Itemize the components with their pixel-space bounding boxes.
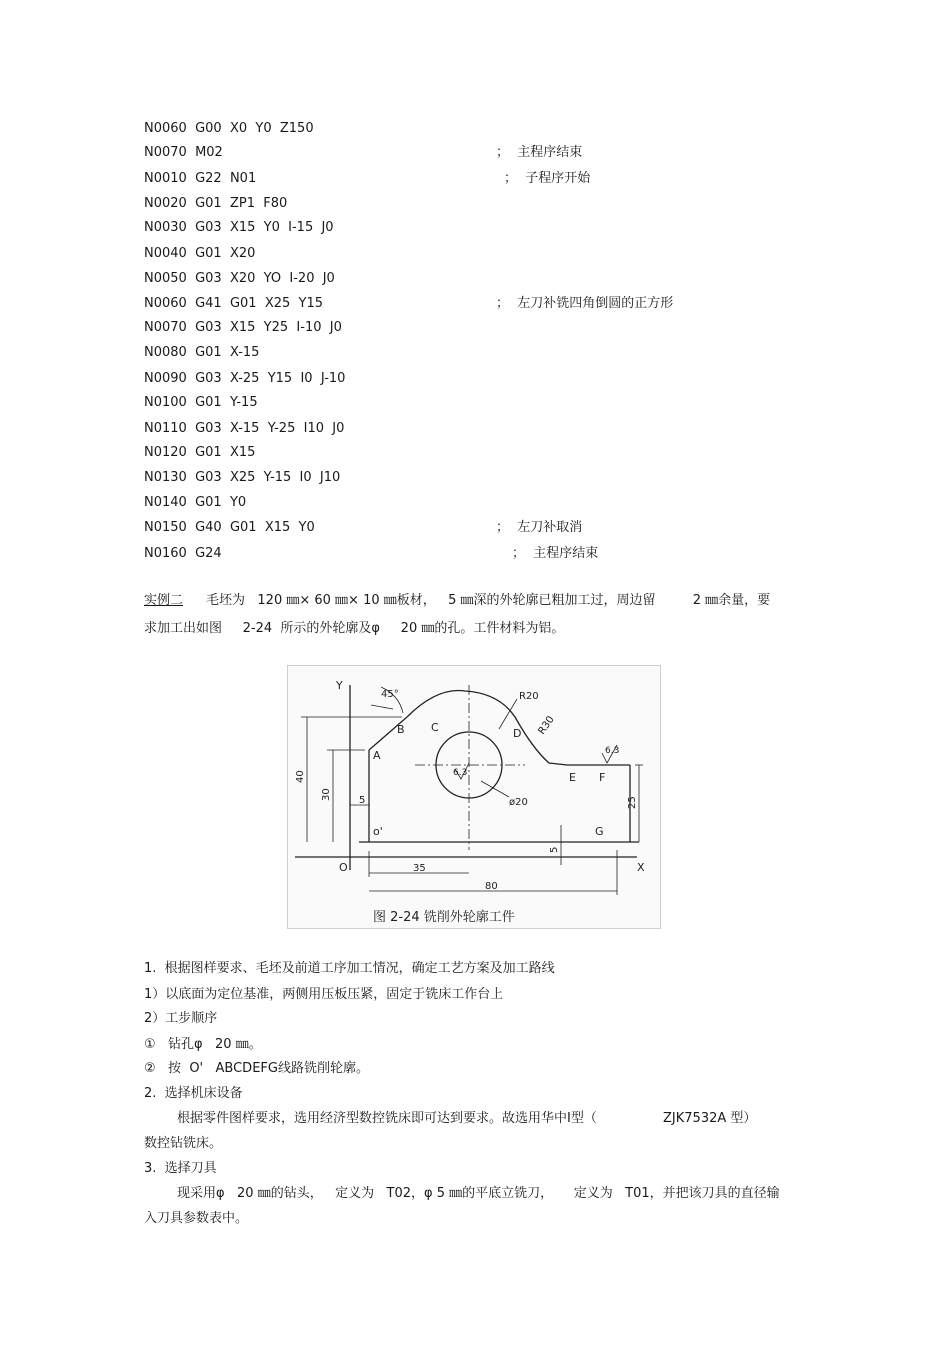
code-line: N0110 G03 X-15 Y-25 I10 J0	[144, 421, 345, 436]
code-line: N0060 G41 G01 X25 Y15	[144, 296, 324, 311]
example-label: 实例二	[144, 593, 184, 608]
label-b: B	[397, 723, 405, 736]
example-line-1: 毛坯为 120 ㎜× 60 ㎜× 10 ㎜板材， 5 ㎜深的外轮廓已粗加工过，周边留 2 ㎜余量，要	[206, 593, 771, 608]
step-item: 2）工步顺序	[144, 1011, 218, 1026]
step-item: 1）以底面为定位基准，两侧用压板压紧，固定于铣床工作台上	[144, 987, 504, 1002]
code-comment: ； 左刀补铣四角倒圆的正方形	[496, 296, 674, 311]
dim-35: 35	[413, 863, 426, 874]
label-c: C	[431, 721, 439, 734]
code-line: N0070 G03 X15 Y25 I-10 J0	[144, 320, 342, 335]
dim-5-left: 5	[359, 795, 366, 806]
dim-40: 40	[295, 770, 306, 783]
code-comment: ； 左刀补取消	[496, 520, 583, 535]
dim-30: 30	[321, 788, 332, 801]
label-a: A	[373, 749, 381, 762]
code-line: N0070 M02	[144, 145, 223, 160]
label-r20: R20	[519, 691, 539, 702]
step-item: ① 钻孔φ 20 ㎜。	[144, 1037, 262, 1052]
part-drawing	[287, 665, 661, 929]
code-line: N0130 G03 X25 Y-15 I0 J10	[144, 470, 341, 485]
step-heading-1: 1. 根据图样要求、毛坯及前道工序加工情况，确定工艺方案及加工路线	[144, 961, 555, 976]
figure-2-24	[287, 665, 661, 929]
label-r30: R30	[536, 714, 557, 737]
code-line: N0020 G01 ZP1 F80	[144, 196, 288, 211]
code-line: N0010 G22 N01	[144, 171, 257, 186]
example-line-2: 求加工出如图 2-24 所示的外轮廓及φ 20 ㎜的孔。工件材料为铝。	[144, 621, 565, 636]
figure-caption: 图 2-24 铣削外轮廓工件	[373, 910, 515, 925]
code-comment: ； 子程序开始	[504, 171, 591, 186]
label-e: E	[569, 771, 576, 784]
step-paragraph: 入刀具参数表中。	[144, 1211, 249, 1226]
label-o-prime: o'	[373, 825, 383, 838]
code-line: N0080 G01 X-15	[144, 345, 260, 360]
code-line: N0120 G01 X15	[144, 445, 256, 460]
code-line: N0060 G00 X0 Y0 Z150	[144, 121, 314, 136]
step-heading-2: 2. 选择机床设备	[144, 1086, 243, 1101]
label-o: O	[339, 861, 348, 874]
dim-5-right: 5	[549, 846, 560, 853]
label-angle: 45°	[381, 689, 399, 700]
code-line: N0160 G24	[144, 546, 222, 561]
label-f: F	[599, 771, 606, 784]
dim-80: 80	[485, 881, 498, 892]
code-comment: ； 主程序结束	[496, 145, 583, 160]
label-d: D	[513, 727, 522, 740]
step-paragraph: 数控钻铣床。	[144, 1136, 223, 1151]
code-line: N0050 G03 X20 YO I-20 J0	[144, 271, 335, 286]
label-y: Y	[336, 679, 343, 692]
code-line: N0040 G01 X20	[144, 246, 256, 261]
label-dia20: ø20	[509, 797, 528, 808]
code-comment: ； 主程序结束	[512, 546, 599, 561]
code-line: N0030 G03 X15 Y0 I-15 J0	[144, 220, 334, 235]
code-line: N0150 G40 G01 X15 Y0	[144, 520, 315, 535]
step-item: ② 按 O' ABCDEFG线路铣削轮廓。	[144, 1061, 369, 1076]
label-g: G	[595, 825, 604, 838]
code-line: N0100 G01 Y-15	[144, 395, 258, 410]
code-line: N0090 G03 X-25 Y15 I0 J-10	[144, 371, 346, 386]
label-x: X	[637, 861, 645, 874]
step-paragraph: 现采用φ 20 ㎜的钻头， 定义为 T02，φ 5 ㎜的平底立铣刀， 定义为 T01，并把该刀具的直径输	[144, 1186, 780, 1201]
dim-25: 25	[627, 796, 638, 809]
label-roughness-2: 6.3	[453, 768, 468, 778]
step-paragraph: 根据零件图样要求，选用经济型数控铣床即可达到要求。故选用华中Ⅰ型（ ZJK7532A 型）	[144, 1111, 757, 1126]
code-line: N0140 G01 Y0	[144, 495, 247, 510]
label-roughness-1: 6.3	[605, 746, 620, 756]
step-heading-3: 3. 选择刀具	[144, 1161, 217, 1176]
